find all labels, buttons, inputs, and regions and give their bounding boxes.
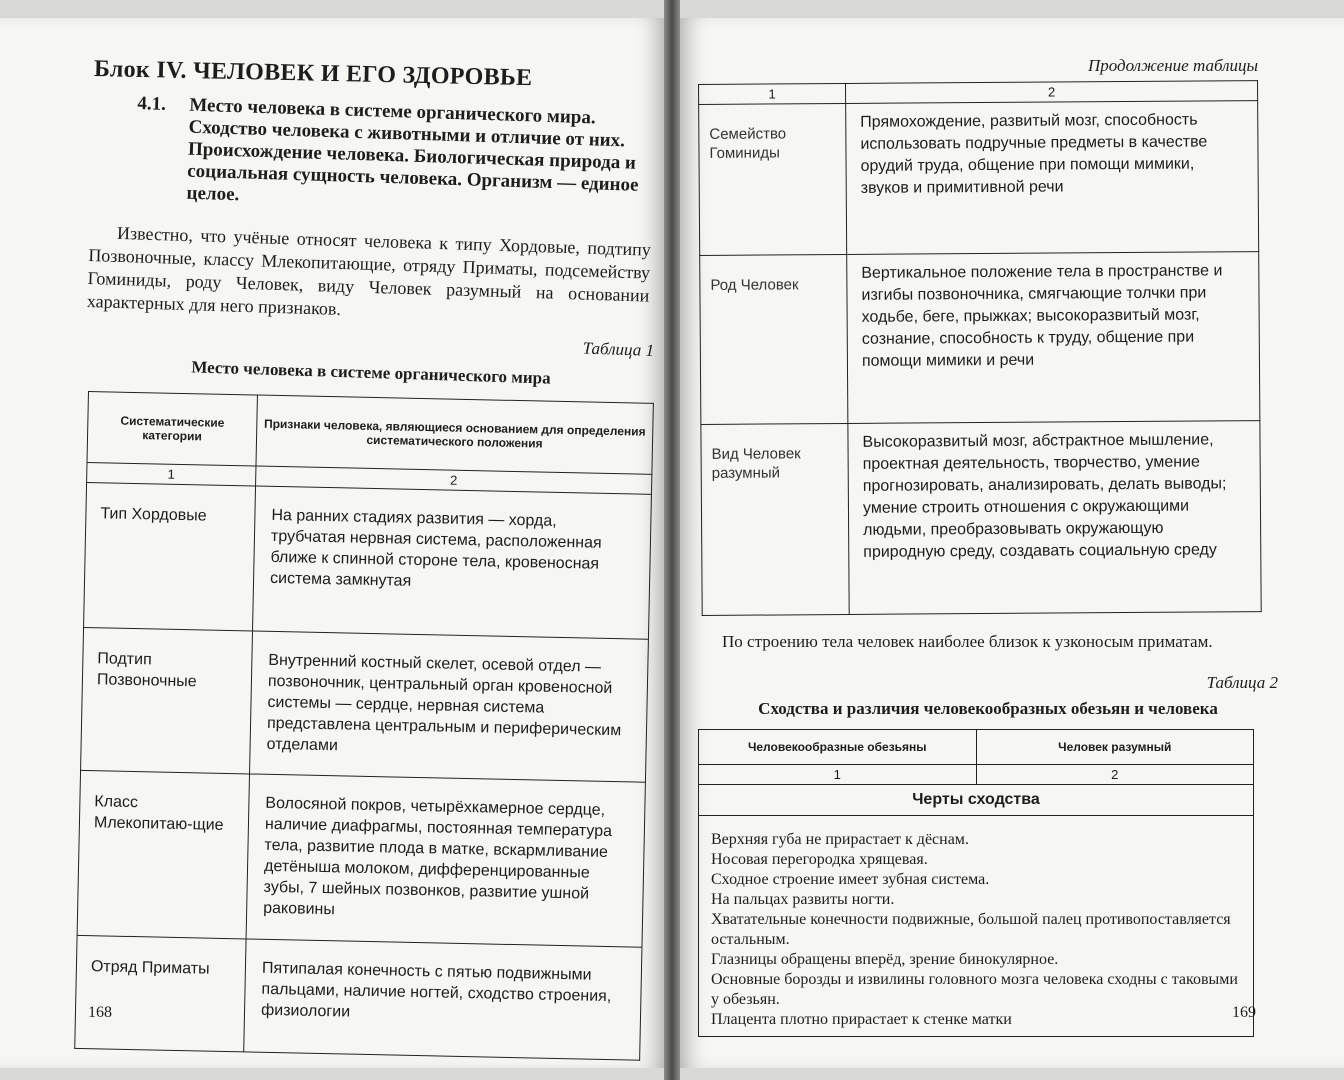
list-item: Верхняя губа не прирастает к дёснам. <box>711 831 969 848</box>
list-item: На пальцах развиты ногти. <box>711 891 895 908</box>
list-item: Основные борозды и извилины головного мозга человека сходны с таковыми у обезьян. <box>711 971 1238 1008</box>
continuation-features: Высокоразвитый мозг, абстрактное мышление, проектная деятельность, творчество, умение прогнозировать, анализировать, делать выводы; умение строить отношения с окружающими людьми, преобразовывать окружающую природную среду, создавать социальную среду <box>848 421 1261 615</box>
continuation-features: Вертикальное положение тела в пространстве и изгибы позвоночника, смягчающие толчки при ходьбе, беге, прыжках; высокоразвитый мозг, сознание, способность к труду, общение при помощи мимики и речи <box>847 252 1260 424</box>
continuation-colnum-2: 2 <box>845 81 1257 104</box>
table1-category: Отряд Приматы <box>75 935 246 1052</box>
table1-features: Волосяной покров, четырёхкамерное сердце, наличие диафрагмы, постоянная температура тела, развитие плода в матке, вскармливание детёныша молоком, дифференцированные зубы, 7 шейных позвонков, развитие ушной раковины <box>246 774 645 947</box>
table1-category: Тип Хордовые <box>84 482 256 631</box>
list-item: Хватательные конечности подвижные, большой палец противопоставляется остальным. <box>711 911 1231 948</box>
block-title: Блок IV. ЧЕЛОВЕК И ЕГО ЗДОРОВЬЕ <box>93 56 533 92</box>
table2-label: Таблица 2 <box>1206 673 1278 692</box>
table1-features: Внутренний костный скелет, осевой отдел — позвоночник, центральный орган кровеносной системы — сердце, нервная система представлена центральным и периферическим отделами <box>250 631 649 782</box>
table-row <box>700 252 1260 425</box>
table1-features: Пятипалая конечность с пятью подвижными пальцами, наличие ногтей, сходство строения, физиологии <box>244 939 642 1060</box>
table-row <box>81 627 649 782</box>
table2-header-col2: Человек разумный <box>976 730 1254 765</box>
section-heading <box>134 93 655 219</box>
list-item: Сходное строение имеет зубная система. <box>711 871 990 888</box>
table-row <box>77 770 645 947</box>
table1 <box>74 391 654 1061</box>
left-page <box>0 18 664 1068</box>
continuation-category: Вид Человек разумный <box>701 423 849 615</box>
list-item: Носовая перегородка хрящевая. <box>711 851 928 868</box>
section-title: Место человека в системе органического мира. Сходство человека с животными и отличие от них. Происхождение человека. Биологическая природа и социальная сущность человека. Организм — единое целое. <box>186 94 639 206</box>
right-page <box>680 18 1344 1068</box>
intro-paragraph: Известно, что учёные относят человека к типу Хордовые, подтипу Позвоночные, классу Млекопитающие, отряду Приматы, подсемейству Гоминиды, роду Человек, виду Человек разумный на основании характерных для него признаков. <box>86 222 652 319</box>
continuation-category: Род Человек <box>700 254 848 424</box>
table1-features: На ранних стадиях развития — хорда, трубчатая нервная система, расположенная ближе к спинной стороне тела, кровеносная система замкнутая <box>253 486 652 639</box>
table1-label: Таблица 1 <box>582 338 655 360</box>
table2 <box>698 729 1254 1037</box>
continuation-features: Прямохождение, развитый мозг, способность использовать подручные предметы в качестве орудий труда, общение при помощи мимики, звуков и примитивной речи <box>846 101 1259 255</box>
table1-header-col2: Признаки человека, являющиеся основанием для определения систематического положения <box>256 395 653 474</box>
table-row <box>701 421 1261 616</box>
table1-title: Место человека в системе органического мира <box>191 357 551 388</box>
list-item: Глазницы обращены вперёд, зрение бинокулярное. <box>711 951 1059 968</box>
list-item: Плацента плотно прирастает к стенке матки <box>711 1011 1012 1028</box>
page-number-left: 168 <box>88 1004 112 1021</box>
table2-header-col1: Человекообразные обезьяны <box>699 730 977 765</box>
body-note: По строению тела человек наиболее близок к узконосым приматам. <box>722 632 1213 651</box>
table-row <box>75 935 642 1060</box>
section-number: 4.1. <box>137 93 167 115</box>
table-row <box>699 101 1259 256</box>
table2-title: Сходства и различия человекообразных обезьян и человека <box>758 699 1218 718</box>
continuation-colnum-1: 1 <box>699 83 846 104</box>
table2-subheader: Черты сходства <box>699 785 1254 816</box>
table1-header-col1: Систематические категории <box>87 392 257 467</box>
similarity-list <box>699 816 1254 1037</box>
table2-colnum-1: 1 <box>699 765 977 785</box>
continuation-category: Семейство Гоминиды <box>699 103 847 255</box>
book-gutter <box>664 0 680 1080</box>
continuation-label: Продолжение таблицы <box>1087 56 1258 75</box>
table1-continuation <box>698 80 1262 616</box>
page-number-right: 169 <box>1232 1004 1256 1021</box>
table-row <box>84 482 652 639</box>
table1-colnum-1: 1 <box>87 462 256 486</box>
table1-category: Подтип Позвоночные <box>81 627 253 774</box>
table1-colnum-2: 2 <box>256 466 652 494</box>
table2-colnum-2: 2 <box>976 765 1254 785</box>
table1-category: Класс Млекопитаю-щие <box>77 770 249 939</box>
